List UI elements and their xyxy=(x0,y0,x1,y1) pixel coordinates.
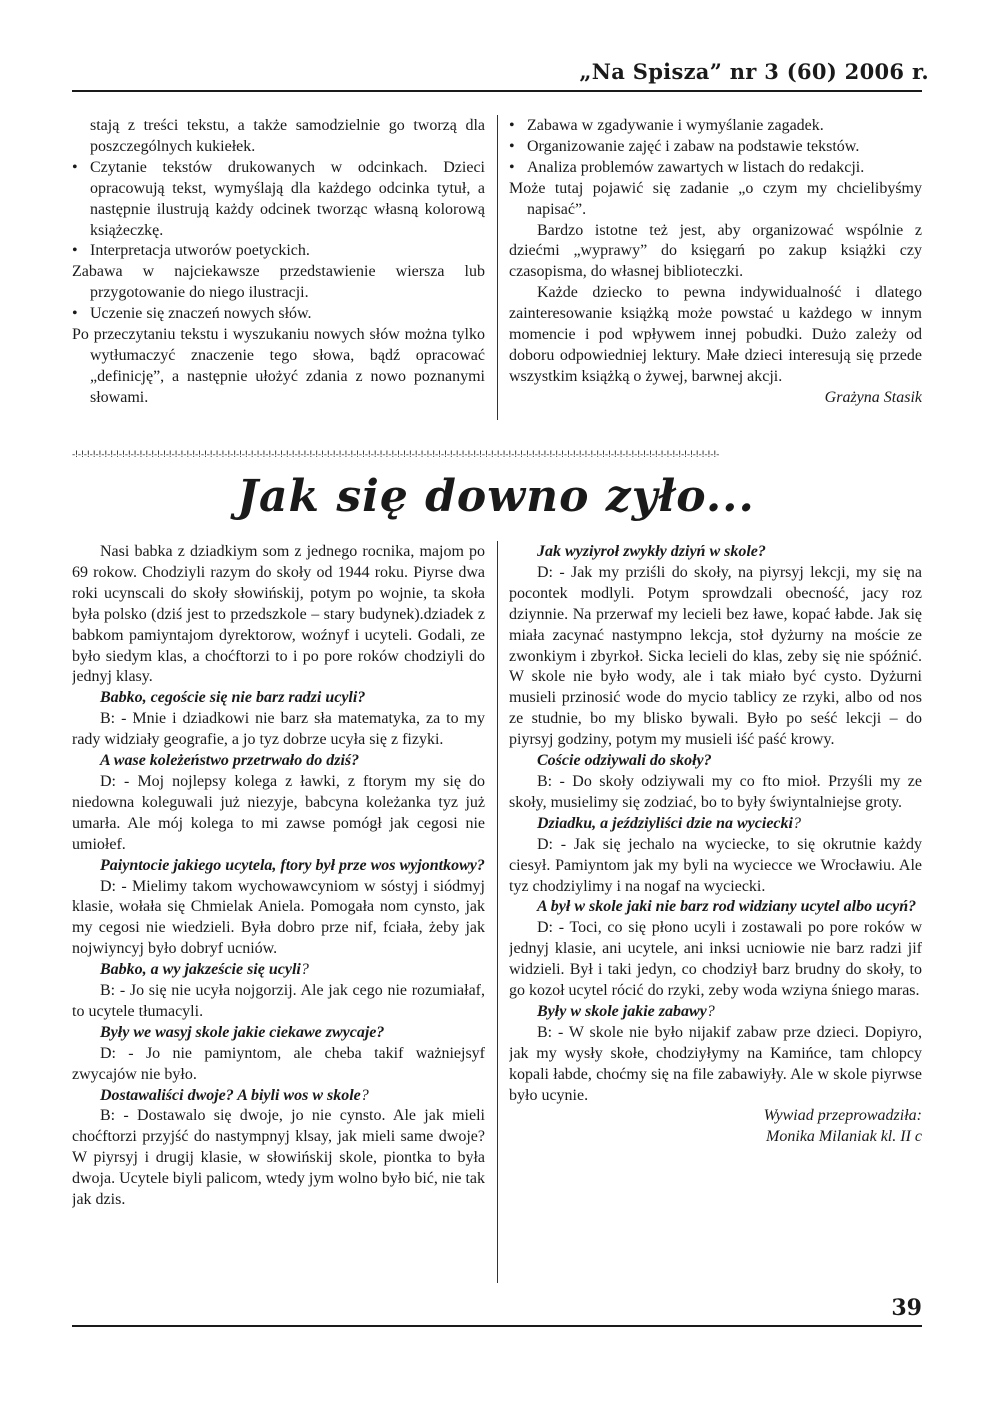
interview-question: Były w skole jakie zabawy? xyxy=(537,1002,715,1020)
article-title: Jak się downo zyło... xyxy=(237,471,755,522)
bullet-icon: • xyxy=(509,137,515,155)
interview-answer: D: - Jak my prziśli do skoły, na piyrsyj lekcji, my się na pocontek modlyli. Potym sprowdzali obecność, jacy roz dziynnie. Na przerwaf my lecieli bez ławe, kopać łabde. Jak się miała zacynać nastympno lekcja, stoł dyżurny na moście ze zwonkiym i zbyrkoł. Sicka lecieli do klas, zeby się nie spóźnić. W skole nie było wody, ale i tak miało być cysto. Dyżurni musieli przinosić wode do mycio tablicy ze rzyki, albo od nos ze studnie, bo my blisko bywali. Było po seść lekcji – do piyrsyj godziny, potym my musieli iść paść krowy. xyxy=(509,563,922,749)
interview-question: Były we wasyj skole jakie ciekawe zwycaje? xyxy=(100,1023,385,1041)
bullet-icon: • xyxy=(509,117,515,134)
interview-answer: D: - Toci, co się płono ucyli i zostawali po pore roków w jednyj klasie, ani ucytele, ani inksi ucniowie nie barz radzi jif widzieli. Był i taki jedyn, co chodziył barz brudny do skoły, to go kozoł ucytel rócić do rzyki, zeby woda wziyna śniego maras. xyxy=(509,919,922,1000)
interview-credit-author: Monika Milaniak kl. II c xyxy=(766,1128,922,1146)
interview-question: Dostawaliści dwoje? A biyli wos w skole? xyxy=(100,1086,369,1104)
top-right-column xyxy=(509,116,922,426)
decorative-separator: -!-!-!-!-!-!-!-!-!-!-!-!-!-!-!-!-!-!-!-!-!-!-!-!-!-!-!-!-!-!-!-!-!-!-!-!-!-!-!-!-!-!-!-!-!-!-!-!-!-!-!-!-!-!-!-!-!-!-!-!-!-!-!-!-!-!-!-!-!-!-!-!-!-!-!-!-!-!-!-!-!-!-!-!-!-!-!-!-!-!-!-!-!-!-!-!-!-!-!-!-!-!-!-!-!-!-!-!-!-!- xyxy=(72,450,719,460)
paragraph: Bardzo istotne też jest, aby organizować wspólnie z dziećmi „wyprawy” do księgarń po zakup książki czy czasopisma, do własnej biblioteczki. xyxy=(509,221,922,281)
body-text: Zabawa w najciekawsze przedstawienie wiersza lub przygotowanie do niego ilustracji. xyxy=(72,263,485,302)
interview-question: Dziadku, a jeździyliści dzie na wyciecki? xyxy=(537,814,801,832)
list-item: • Interpretacja utworów poetyckich. xyxy=(72,241,485,262)
list-item: • Analiza problemów zawartych w listach do redakcji. xyxy=(509,158,922,179)
body-text: Po przeczytaniu tekstu i wyszukaniu nowych słów można tylko wytłumaczyć znaczenie tego słowa, bądź opracować „definicję”, a następnie ułożyć zdania z nowo poznanymi słowami. xyxy=(72,326,485,406)
interview-answer: B: - Dostawalo się dwoje, jo nie cynsto. Ale jak mieli choćftorzi przyjść do nastympnyj klsay, jak mieli same dwoje? W piyrsyj i drugij klasie, w słowińskij skole, piontka to była dwoja. Ucytele biyli palicom, wtedy jym wolno było bić, nie tak jak dzis. xyxy=(72,1107,485,1209)
paragraph: Każde dziecko to pewna indywidualność i dlatego zainteresowanie książką może powstać u każdego w innym momencie i pod wpływem innej pobudki. Dużo zależy od doboru odpowiedniej lektury. Małe dzieci interesują się przede wszystkim książką o żywej, barwnej akcji. xyxy=(509,284,922,385)
interview-answer: D: - Moj nojlepsy kolega z ławki, z ftorym my się do niedowna koleguwali już niezyje, babcyna koleżanka tyz już umarła. Ale mój kolega to mi zawse pomógł jak cegosi nie umiołef. xyxy=(72,772,485,853)
interview-answer: B: - Jo się nie ucyła nojgorzij. Ale jak cego nie rozumiałaf, to ucytele tłumacyli. xyxy=(72,982,485,1020)
bullet-icon: • xyxy=(72,158,78,176)
bullet-icon: • xyxy=(72,305,78,323)
footer-rule xyxy=(72,1325,922,1327)
top-left-column xyxy=(72,116,485,416)
column-divider xyxy=(497,541,498,1283)
interview-credit-label: Wywiad przeprowadziła: xyxy=(763,1107,922,1125)
interview-answer: D: - Jak się jechalo na wyciecke, to się okrutnie każdy ciesył. Pamiyntom jak my byli na wyciecce we Wrocławiu. Ale tyz chodziylimy i na nogaf na wyciecki. xyxy=(509,835,922,895)
body-text: Może tutaj pojawić się zadanie „o czym my chcielibyśmy napisać”. xyxy=(509,179,922,218)
interview-question: Jak wyziyroł zwykły dziyń w skole? xyxy=(537,543,766,560)
interview-question: A był w skole jaki nie barz rod widziany ucytel albo ucyń? xyxy=(537,898,917,916)
bullet-icon: • xyxy=(72,242,78,260)
page-number: 39 xyxy=(891,1295,922,1321)
article-right-column xyxy=(509,542,922,1287)
interview-answer: D: - Mielimy takom wychowawcyniom w sóstyj i siódmyj klasie, wołała się Chmielak Aniela. Pomogała nom cynsto, jak my cegosi nie wiedzieli. Była dobro prze nif, fciała, żeby jak nojwiyncyj było dobryf ucniów. xyxy=(72,877,485,958)
list-item: • Czytanie tekstów drukowanych w odcinkach. Dzieci opracowują tekst, wymyślają dla każdego odcinka tytuł, a następnie ilustrują każdy odcinek tworząc własną kolorową książeczkę. xyxy=(72,158,485,239)
magazine-header-title: „Na Spisza” nr 3 (60) 2006 r. xyxy=(579,59,929,84)
interview-question: Babko, a wy jakzeście się ucyli? xyxy=(100,961,309,979)
list-item: • Zabawa w zgadywanie i wymyślanie zagadek. xyxy=(509,116,922,137)
interview-question: A wase koleżeństwo przetrwało do dziś? xyxy=(100,752,360,770)
interview-answer: D: - Jo nie pamiyntom, ale cheba takif ważniejsyf zwycajów nie było. xyxy=(72,1044,485,1083)
intro-paragraph: Nasi babka z dziadkiym som z jednego rocnika, majom po 69 rokow. Chodziyli razym do skoły od 1944 roku. Piyrse dwa roki ucynscali do skoły słowińskij, potym po wojnie, ta skoła była polsko (dziś jest to przedszkole – stary budynek).dziadek z babkom pamiyntajom dyrektorow, woźnyf i ucyteli. Godali, ze było siedym klas, a choćftorzi to i po pore roków chodziyli do jednyj klasy. xyxy=(72,543,485,686)
header-rule xyxy=(72,90,922,92)
bullet-icon: • xyxy=(509,158,515,176)
list-item: • Uczenie się znaczeń nowych słów. xyxy=(72,304,485,325)
author-signature: Grażyna Stasik xyxy=(824,388,922,406)
interview-question: Babko, cegoście się nie barz radzi ucyli? xyxy=(100,689,366,707)
continued-text: stają z treści tekstu, a także samodzielnie go tworzą dla poszczególnych kukiełek. xyxy=(90,117,485,155)
interview-answer: B: - W skole nie było nijakif zabaw prze dzieci. Dopiyro, jak my wysły skołe, chodziyłymy na Kamińce, tam chlopcy kopali łabde, choćmy się na file zabawiyły. Ale w skole piyrwse było ucynie. xyxy=(509,1023,922,1104)
article-left-column xyxy=(72,542,485,1287)
interview-answer: B: - Do skoły odziywali my co fto mioł. Przyśli my ze skoły, musielimy się zodziać, bo to były świyntalniejse groty. xyxy=(509,772,922,811)
list-item: • Organizowanie zajęć i zabaw na podstawie tekstów. xyxy=(509,137,922,158)
column-divider xyxy=(497,115,498,420)
interview-question: Coście odziywali do skoły? xyxy=(537,752,712,770)
interview-question: Paiyntocie jakiego ucytela, ftory był prze wos wyjontkowy? xyxy=(100,856,485,874)
interview-answer: B: - Mnie i dziadkowi nie barz sła matematyka, za to my rady widziały geografie, a jo tyz dobrze ucyła się z fizyki. xyxy=(72,710,485,749)
